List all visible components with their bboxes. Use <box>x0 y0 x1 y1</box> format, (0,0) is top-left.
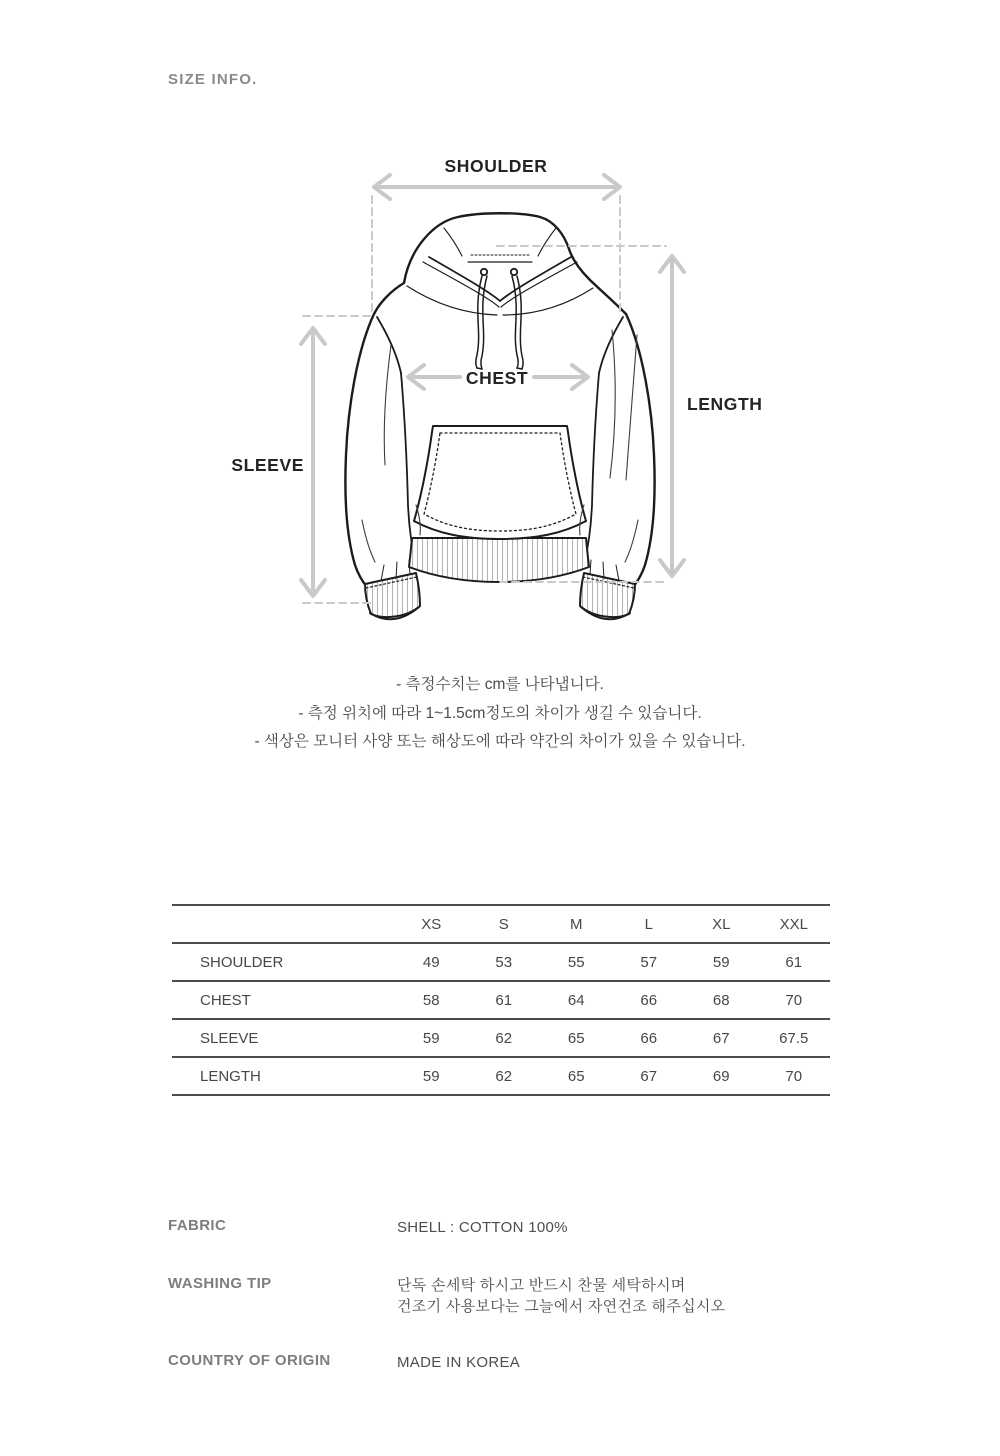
table-row-length <box>172 1057 830 1095</box>
size-column-header: XXL <box>779 915 808 933</box>
hoodie-measurement-diagram <box>0 0 1000 700</box>
size-value-cell: 66 <box>640 991 658 1009</box>
row-label-cell: SLEEVE <box>200 1029 259 1047</box>
size-value-cell: 68 <box>712 991 730 1009</box>
table-row-sleeve <box>172 1019 830 1057</box>
row-label-cell: CHEST <box>200 991 251 1009</box>
origin-value: MADE IN KOREA <box>397 1354 521 1371</box>
washing-tip-row <box>168 1275 725 1317</box>
size-value-cell: 59 <box>422 1067 440 1085</box>
size-value-cell: 53 <box>495 953 513 971</box>
note-line: - 측정 위치에 따라 1~1.5cm정도의 차이가 생길 수 있습니다. <box>298 704 702 722</box>
size-value-cell: 62 <box>495 1067 513 1085</box>
row-label-cell: LENGTH <box>200 1067 261 1085</box>
size-table-corner-cell <box>172 905 395 943</box>
size-value-cell: 65 <box>567 1029 585 1047</box>
size-column-header: XS <box>421 915 442 933</box>
size-value-cell: 69 <box>712 1067 730 1085</box>
size-value-cell: 70 <box>785 991 803 1009</box>
size-value-cell: 67 <box>712 1029 730 1047</box>
chest-measure-label: CHEST <box>465 368 529 388</box>
origin-info-row <box>168 1352 520 1373</box>
size-value-cell: 65 <box>567 1067 585 1085</box>
washing-tip-label: WASHING TIP <box>168 1275 272 1292</box>
size-value-cell: 64 <box>567 991 585 1009</box>
measurement-notes <box>0 671 1000 757</box>
size-value-cell: 70 <box>785 1067 803 1085</box>
size-value-cell: 67.5 <box>779 1029 809 1047</box>
size-value-cell: 66 <box>640 1029 658 1047</box>
size-value-cell: 59 <box>712 953 730 971</box>
hoodie-outline <box>345 213 654 619</box>
size-column-header: XL <box>712 915 731 933</box>
origin-label: COUNTRY OF ORIGIN <box>168 1352 331 1369</box>
sleeve-arrow <box>301 328 325 596</box>
size-value-cell: 49 <box>422 953 440 971</box>
size-value-cell: 62 <box>495 1029 513 1047</box>
size-value-cell: 57 <box>640 953 658 971</box>
size-table <box>172 904 830 1096</box>
table-row-shoulder <box>172 943 830 981</box>
page-title: SIZE INFO. <box>168 71 258 88</box>
table-row-chest <box>172 981 830 1019</box>
shoulder-arrow <box>374 175 620 199</box>
size-column-header: L <box>644 915 653 933</box>
length-measure-label: LENGTH <box>687 394 763 414</box>
size-value-cell: 55 <box>567 953 585 971</box>
note-line: - 측정수치는 cm를 나타냅니다. <box>396 676 604 693</box>
size-column-header: S <box>498 915 509 933</box>
size-value-cell: 61 <box>785 953 803 971</box>
note-line: - 색상은 모니터 사양 또는 해상도에 따라 약간의 차이가 있을 수 있습니다. <box>254 733 746 751</box>
fabric-info-row <box>168 1217 568 1238</box>
size-value-cell: 58 <box>422 991 440 1009</box>
fabric-value: SHELL : COTTON 100% <box>397 1219 568 1236</box>
washing-tip-value <box>397 1275 725 1317</box>
row-label-cell: SHOULDER <box>200 953 284 971</box>
size-column-header: M <box>570 915 583 933</box>
size-value-cell: 61 <box>495 991 513 1009</box>
size-value-cell: 67 <box>640 1067 658 1085</box>
fabric-label: FABRIC <box>168 1217 227 1234</box>
washing-tip-line: 단독 손세탁 하시고 반드시 찬물 세탁하시며 <box>397 1277 686 1294</box>
size-value-cell: 59 <box>422 1029 440 1047</box>
washing-tip-line: 건조기 사용보다는 그늘에서 자연건조 해주십시오 <box>397 1298 726 1315</box>
length-arrow <box>660 256 684 576</box>
size-table-header-row <box>172 905 830 943</box>
sleeve-measure-label: SLEEVE <box>231 455 304 475</box>
shoulder-measure-label: SHOULDER <box>444 156 548 176</box>
